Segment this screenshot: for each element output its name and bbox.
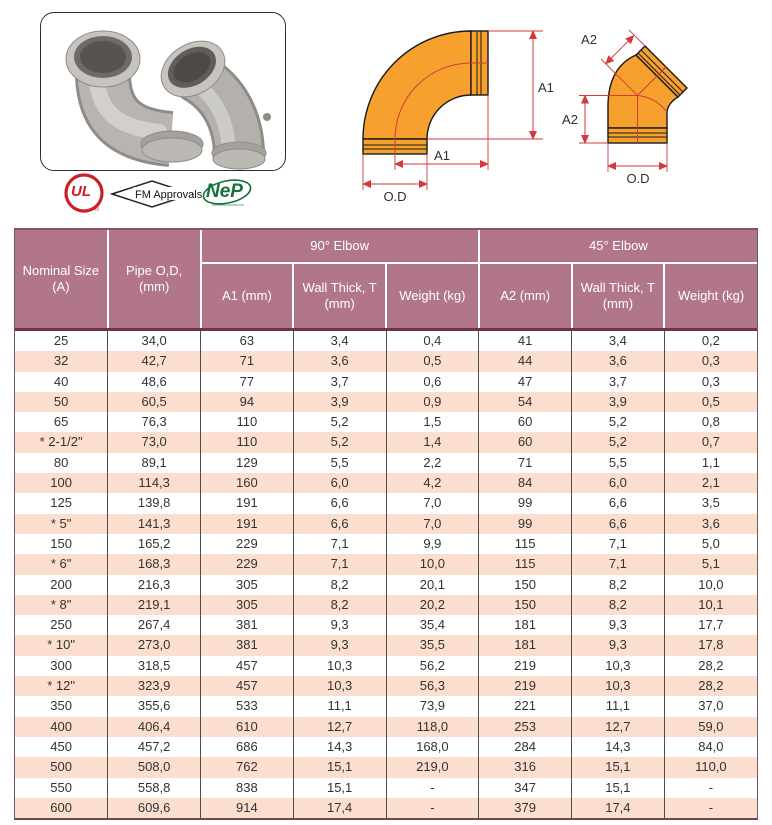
table-cell: 253 [479, 717, 572, 737]
table-cell: 0,6 [386, 372, 479, 392]
table-cell: 0,2 [664, 330, 757, 352]
table-cell: 5,5 [572, 453, 665, 473]
elbow-45-body [608, 55, 678, 128]
table-cell: 8,2 [293, 575, 386, 595]
table-cell: 381 [201, 615, 294, 635]
table-cell: 379 [479, 798, 572, 818]
table-cell: * 2-1/2" [39, 434, 83, 450]
table-cell: 0,7 [664, 432, 757, 452]
table-cell: 350 [50, 698, 72, 714]
table-cell: 63 [201, 330, 294, 352]
table-cell: 457 [201, 676, 294, 696]
table-cell: 160 [201, 473, 294, 493]
table-cell: 60,5 [108, 392, 201, 412]
table-cell: 34,0 [108, 330, 201, 352]
elbow-90-diagram [336, 14, 556, 204]
table-cell: 3,7 [572, 372, 665, 392]
table-cell: 110,0 [664, 757, 757, 777]
table-cell: 12,7 [293, 717, 386, 737]
table-cell: 457 [201, 656, 294, 676]
table-cell: 17,4 [572, 798, 665, 818]
table-cell: 200 [50, 576, 72, 592]
table-cell: 94 [201, 392, 294, 412]
table-cell: 7,1 [572, 554, 665, 574]
table-cell: 0,8 [664, 412, 757, 432]
table-cell: 110 [201, 412, 294, 432]
table-cell: 3,6 [664, 514, 757, 534]
dimension-label: A2 [562, 112, 578, 127]
table-cell: 10,3 [572, 656, 665, 676]
table-cell: 15,1 [293, 757, 386, 777]
table-cell: 3,6 [572, 351, 665, 371]
table-cell: 1,1 [664, 453, 757, 473]
table-cell: 191 [201, 514, 294, 534]
table-cell: 59,0 [664, 717, 757, 737]
dimension-label: O.D [626, 171, 650, 186]
table-cell: 5,0 [664, 534, 757, 554]
table-row [15, 432, 757, 452]
table-row [15, 534, 757, 554]
table-cell: 7,1 [293, 554, 386, 574]
table-row [15, 778, 757, 798]
table-cell: 3,9 [293, 392, 386, 412]
table-cell: 0,5 [386, 351, 479, 371]
product-photo-frame [40, 12, 286, 171]
table-cell: 3,9 [572, 392, 665, 412]
table-cell: - [664, 798, 757, 818]
table-cell: 99 [479, 514, 572, 534]
table-cell: 150 [50, 535, 72, 551]
table-cell: 2,2 [386, 453, 479, 473]
header-weight-45: Weight (kg) [664, 263, 757, 330]
table-cell: - [386, 778, 479, 798]
table-cell: 558,8 [108, 778, 201, 798]
table-row [15, 798, 757, 818]
table-row [15, 473, 757, 493]
table-cell: 7,1 [572, 534, 665, 554]
table-cell: 6,6 [293, 514, 386, 534]
table-cell: 533 [201, 696, 294, 716]
spec-table-wrapper [14, 228, 758, 820]
table-cell: 221 [479, 696, 572, 716]
table-cell: 400 [50, 718, 72, 734]
table-cell: 5,2 [572, 432, 665, 452]
table-row [15, 635, 757, 655]
ul-logo-text: UL [71, 183, 91, 200]
table-cell: 40 [53, 373, 69, 389]
table-cell: * 8" [50, 596, 72, 612]
table-cell: 20,2 [386, 595, 479, 615]
table-cell: 323,9 [108, 676, 201, 696]
elbow-45-diagram [558, 14, 762, 204]
table-cell: 8,2 [293, 595, 386, 615]
table-cell: 3,5 [664, 493, 757, 513]
table-row [15, 696, 757, 716]
table-row [15, 351, 757, 371]
table-cell: * 10" [47, 637, 75, 653]
table-cell: 14,3 [293, 737, 386, 757]
table-cell: 318,5 [108, 656, 201, 676]
table-cell: 10,0 [386, 554, 479, 574]
header-group-90-elbow: 90° Elbow [201, 230, 479, 263]
table-cell: 508,0 [108, 757, 201, 777]
table-row [15, 372, 757, 392]
table-cell: 181 [479, 615, 572, 635]
table-cell: 0,9 [386, 392, 479, 412]
table-cell: 25 [53, 333, 69, 348]
table-row [15, 493, 757, 513]
table-cell: 15,1 [293, 778, 386, 798]
table-cell: 686 [201, 737, 294, 757]
table-row [15, 392, 757, 412]
table-cell: 15,1 [572, 757, 665, 777]
table-cell: 80 [53, 454, 69, 470]
table-cell: 500 [50, 759, 72, 775]
table-cell: 284 [479, 737, 572, 757]
table-cell: 65 [53, 414, 69, 430]
table-cell: * 6" [50, 556, 72, 572]
grooved-elbows-photo [41, 13, 283, 168]
table-cell: 9,3 [293, 635, 386, 655]
table-row [15, 717, 757, 737]
elbow-knob [263, 113, 271, 121]
table-cell: 110 [201, 432, 294, 452]
table-cell: 7,0 [386, 493, 479, 513]
table-cell: 84,0 [664, 737, 757, 757]
table-cell: 191 [201, 493, 294, 513]
table-row [15, 514, 757, 534]
table-header [15, 230, 757, 330]
table-cell: 12,7 [572, 717, 665, 737]
header-wall-thick-90: Wall Thick, T (mm) [293, 263, 386, 330]
table-cell: 6,0 [572, 473, 665, 493]
table-cell: 219,1 [108, 595, 201, 615]
table-cell: 5,1 [664, 554, 757, 574]
table-cell: 250 [50, 617, 72, 633]
table-cell: 100 [50, 475, 72, 491]
table-cell: 8,2 [572, 575, 665, 595]
table-cell: 914 [201, 798, 294, 818]
dimension-label: O.D [383, 189, 407, 204]
table-cell: - [386, 798, 479, 818]
registered-symbol: ® [94, 206, 100, 213]
header-a2: A2 (mm) [479, 263, 572, 330]
table-cell: 14,3 [572, 737, 665, 757]
table-cell: 0,4 [386, 330, 479, 352]
table-row [15, 737, 757, 757]
table-row [15, 757, 757, 777]
header-group-45-elbow: 45° Elbow [479, 230, 757, 263]
table-row [15, 575, 757, 595]
table-cell: 54 [479, 392, 572, 412]
table-cell: 44 [479, 351, 572, 371]
table-cell: 3,6 [293, 351, 386, 371]
table-row [15, 615, 757, 635]
table-cell: 32 [53, 353, 69, 369]
table-cell: 168,0 [386, 737, 479, 757]
table-cell: 7,0 [386, 514, 479, 534]
table-cell: 115 [479, 554, 572, 574]
table-cell: 60 [479, 412, 572, 432]
table-cell: 0,5 [664, 392, 757, 412]
table-cell: 11,1 [572, 696, 665, 716]
table-cell: 8,2 [572, 595, 665, 615]
ul-mark-icon [62, 172, 108, 218]
table-cell: 5,2 [572, 412, 665, 432]
table-cell: 5,2 [293, 432, 386, 452]
table-cell: 165,2 [108, 534, 201, 554]
table-cell: 139,8 [108, 493, 201, 513]
table-cell: 125 [50, 495, 72, 511]
dimension-label: A1 [538, 80, 554, 95]
table-cell: 219 [479, 656, 572, 676]
table-cell: 15,1 [572, 778, 665, 798]
table-cell: 56,3 [386, 676, 479, 696]
table-cell: 42,7 [108, 351, 201, 371]
table-cell: 406,4 [108, 717, 201, 737]
table-cell: 609,6 [108, 798, 201, 818]
table-cell: 17,4 [293, 798, 386, 818]
table-cell: 305 [201, 595, 294, 615]
table-cell: 60 [479, 432, 572, 452]
table-row [15, 330, 757, 352]
table-cell: 9,9 [386, 534, 479, 554]
table-cell: 20,1 [386, 575, 479, 595]
table-cell: 273,0 [108, 635, 201, 655]
table-cell: 73,9 [386, 696, 479, 716]
table-cell: 300 [50, 657, 72, 673]
table-cell: 10,3 [293, 676, 386, 696]
table-cell: 114,3 [108, 473, 201, 493]
table-cell: 48,6 [108, 372, 201, 392]
table-cell: 17,7 [664, 615, 757, 635]
fm-approvals-icon [110, 179, 203, 209]
table-cell: 10,1 [664, 595, 757, 615]
nep-logo-text: NeP [206, 181, 243, 202]
table-cell: 10,3 [293, 656, 386, 676]
table-cell: 17,8 [664, 635, 757, 655]
table-cell: 41 [479, 330, 572, 352]
table-cell: 35,5 [386, 635, 479, 655]
table-cell: - [664, 778, 757, 798]
table-cell: 28,2 [664, 656, 757, 676]
table-cell: 355,6 [108, 696, 201, 716]
table-cell: 9,3 [572, 615, 665, 635]
table-cell: 89,1 [108, 453, 201, 473]
nep-mark-icon [200, 170, 256, 214]
table-cell: 5,2 [293, 412, 386, 432]
table-cell: 6,6 [572, 514, 665, 534]
table-cell: 150 [479, 595, 572, 615]
table-cell: 71 [201, 351, 294, 371]
table-cell: 316 [479, 757, 572, 777]
header-pipe-od: Pipe O,D, (mm) [108, 230, 201, 330]
table-cell: 600 [50, 799, 72, 815]
table-cell: 216,3 [108, 575, 201, 595]
certification-logos [58, 170, 288, 218]
table-cell: 168,3 [108, 554, 201, 574]
table-cell: 0,3 [664, 351, 757, 371]
table-cell: 6,6 [572, 493, 665, 513]
table-cell: * 12" [47, 678, 75, 694]
table-cell: 181 [479, 635, 572, 655]
table-cell: 0,3 [664, 372, 757, 392]
table-cell: 305 [201, 575, 294, 595]
table-cell: 71 [479, 453, 572, 473]
table-cell: 10,0 [664, 575, 757, 595]
table-cell: 6,0 [293, 473, 386, 493]
table-cell: 9,3 [572, 635, 665, 655]
table-cell: 3,7 [293, 372, 386, 392]
table-cell: 267,4 [108, 615, 201, 635]
table-cell: 84 [479, 473, 572, 493]
header-a1: A1 (mm) [201, 263, 294, 330]
header-weight-90: Weight (kg) [386, 263, 479, 330]
table-cell: 141,3 [108, 514, 201, 534]
table-cell: 118,0 [386, 717, 479, 737]
table-cell: 73,0 [108, 432, 201, 452]
table-cell: 5,5 [293, 453, 386, 473]
table-cell: 6,6 [293, 493, 386, 513]
table-cell: 3,4 [572, 330, 665, 352]
table-cell: 129 [201, 453, 294, 473]
table-cell: 50 [53, 393, 69, 409]
table-row [15, 656, 757, 676]
dimension-label: A1 [434, 148, 450, 163]
table-cell: 47 [479, 372, 572, 392]
table-cell: 35,4 [386, 615, 479, 635]
table-cell: 77 [201, 372, 294, 392]
table-cell: 56,2 [386, 656, 479, 676]
table-cell: 550 [50, 779, 72, 795]
table-cell: 7,1 [293, 534, 386, 554]
table-row [15, 676, 757, 696]
table-cell: 457,2 [108, 737, 201, 757]
table-cell: 11,1 [293, 696, 386, 716]
table-cell: 76,3 [108, 412, 201, 432]
table-cell: 219 [479, 676, 572, 696]
table-cell: 28,2 [664, 676, 757, 696]
table-cell: 10,3 [572, 676, 665, 696]
table-cell: 229 [201, 534, 294, 554]
table-body [15, 330, 757, 819]
table-cell: 150 [479, 575, 572, 595]
table-row [15, 554, 757, 574]
table-cell: 2,1 [664, 473, 757, 493]
table-cell: 229 [201, 554, 294, 574]
table-cell: 762 [201, 757, 294, 777]
dimension-label: A2 [581, 32, 597, 47]
table-row [15, 412, 757, 432]
header-nominal-size: Nominal Size (A) [15, 230, 108, 330]
table-cell: 37,0 [664, 696, 757, 716]
table-cell: 9,3 [293, 615, 386, 635]
table-cell: 115 [479, 534, 572, 554]
table-cell: 3,4 [293, 330, 386, 352]
table-cell: 219,0 [386, 757, 479, 777]
table-row [15, 453, 757, 473]
header-wall-thick-45: Wall Thick, T (mm) [572, 263, 665, 330]
table-cell: 838 [201, 778, 294, 798]
table-cell: 4,2 [386, 473, 479, 493]
table-cell: 1,5 [386, 412, 479, 432]
table-cell: 347 [479, 778, 572, 798]
fm-logo-text: FM Approvals [135, 189, 203, 201]
table-cell: 381 [201, 635, 294, 655]
table-row [15, 595, 757, 615]
table-cell: 610 [201, 717, 294, 737]
table-cell: * 5" [50, 515, 72, 531]
elbow-spec-table [15, 230, 757, 818]
table-cell: 99 [479, 493, 572, 513]
table-cell: 1,4 [386, 432, 479, 452]
table-cell: 450 [50, 738, 72, 754]
